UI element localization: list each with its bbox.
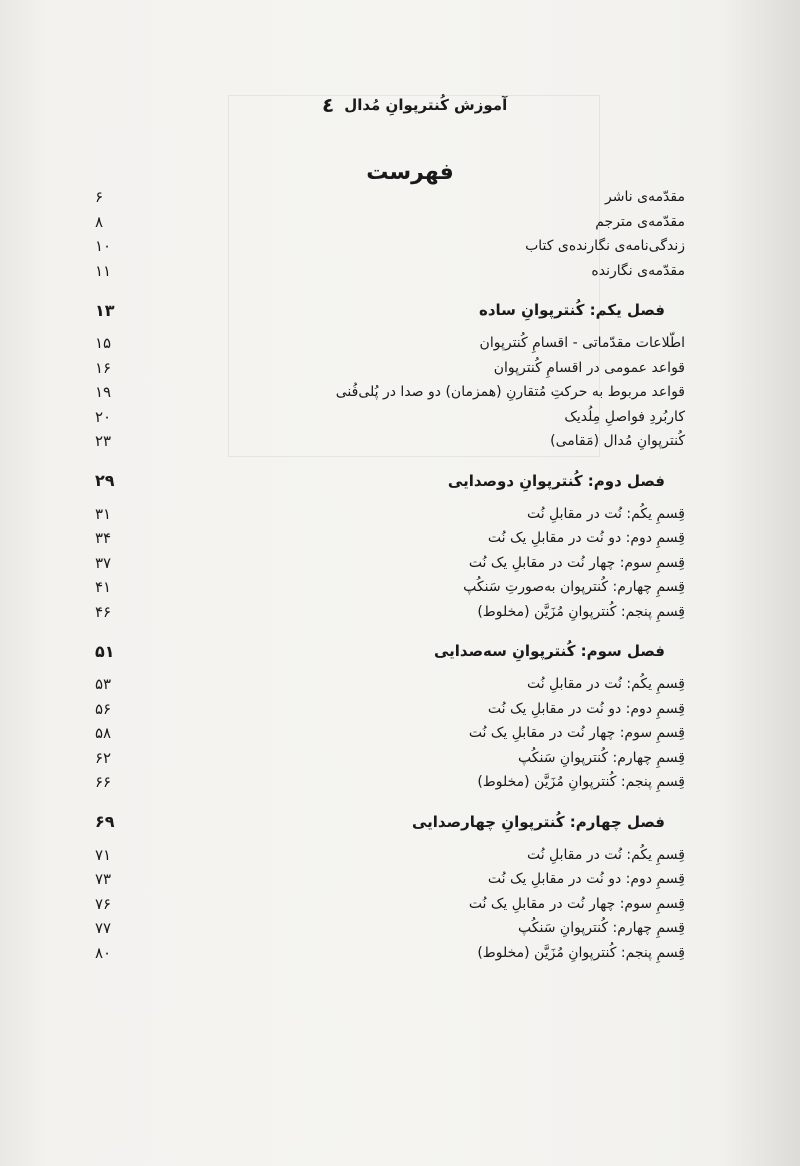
toc-entry-label: مقدّمه‌ی ناشر: [605, 189, 685, 206]
toc-entry: [95, 405, 685, 430]
chapter-page-number: ۱۳: [95, 300, 115, 320]
toc-entry-label: زندگی‌نامه‌ی نگارنده‌ی کتاب: [525, 238, 685, 255]
toc-entry: [95, 185, 685, 210]
toc-entry: [95, 672, 685, 697]
toc-entry-label: قِسمِ سوم: چهار نُت در مقابلِ یک نُت: [468, 725, 685, 742]
toc-entry: [95, 259, 685, 284]
chapter-title: فصل یکم: کُنترپوانِ ساده: [479, 301, 665, 319]
toc-entry: [95, 697, 685, 722]
toc-entry-page-number: ۱۶: [95, 358, 112, 377]
toc-entry-label: قواعد عمومی در اقسامِ کُنترپوان: [493, 359, 685, 376]
chapter-page-number: ۲۹: [95, 471, 115, 490]
toc-entry-label: اطّلاعات مقدّماتی - اقسامِ کُنترپوان: [479, 335, 685, 352]
toc-entry: [95, 234, 685, 259]
toc-entry-label: قِسمِ یکُم: نُت در مقابلِ نُت: [526, 676, 685, 693]
toc-entry-page-number: ۷۱: [95, 845, 112, 864]
toc-entry: [95, 210, 685, 235]
toc-entry-page-number: ۴۱: [95, 578, 112, 597]
toc-entry: [95, 502, 685, 527]
toc-entry-label: قِسمِ یکُم: نُت در مقابلِ نُت: [526, 505, 685, 522]
running-header: [322, 90, 722, 120]
toc-entry-label: کاربُردِ فواصلِ مِلُدیک: [564, 408, 685, 425]
toc-entry-page-number: ۵۸: [95, 724, 112, 743]
toc-entry: [95, 551, 685, 576]
chapter-title: فصل سوم: کُنترپوانِ سه‌صدایی: [433, 642, 665, 660]
toc-entry-label: قِسمِ سوم: چهار نُت در مقابلِ یک نُت: [468, 895, 685, 912]
toc-entry-page-number: ۷۳: [95, 870, 112, 889]
chapter-page-number: ۵۱: [95, 641, 115, 661]
toc-chapter-row: [95, 295, 685, 325]
toc-entry: [95, 746, 685, 771]
toc-entry-page-number: ۳۱: [95, 504, 112, 523]
toc-entry-page-number: ۳۴: [95, 529, 112, 548]
toc-entry-label: قِسمِ چهارم: کُنترپوانِ سَنکُپ: [518, 749, 685, 766]
toc-chapter-row: [95, 466, 685, 496]
table-of-contents: [95, 185, 685, 965]
toc-entry-page-number: ۱۵: [95, 334, 112, 353]
toc-entry: [95, 916, 685, 941]
toc-entry-page-number: ۷۷: [95, 919, 112, 938]
toc-chapter-row: [95, 807, 685, 837]
toc-entry-page-number: ۲۳: [95, 432, 112, 451]
toc-entry-label: قِسمِ دوم: دو نُت در مقابلِ یک نُت: [487, 700, 685, 717]
toc-entry: [95, 575, 685, 600]
toc-entry: [95, 867, 685, 892]
toc-entry: [95, 526, 685, 551]
toc-entry: [95, 356, 685, 381]
toc-entry-label: قِسمِ پنجم: کُنترپوانِ مُزَیَّن (مخلوط): [477, 944, 685, 961]
toc-entry: [95, 380, 685, 405]
page-number: ٤: [322, 93, 335, 117]
chapter-page-number: ۶۹: [95, 812, 115, 831]
toc-entry-label: قِسمِ یکُم: نُت در مقابلِ نُت: [526, 846, 685, 863]
toc-entry: [95, 429, 685, 454]
toc-entry-page-number: ۶: [95, 188, 104, 207]
toc-entry-label: قِسمِ دوم: دو نُت در مقابلِ یک نُت: [487, 871, 685, 888]
toc-entry-page-number: ۸: [95, 212, 104, 231]
book-title: آموزش کُنترپوانِ مُدال: [344, 96, 508, 114]
toc-entry-page-number: ۵۶: [95, 699, 112, 718]
chapter-title: فصل چهارم: کُنترپوانِ چهارصدایی: [411, 812, 665, 831]
toc-entry: [95, 600, 685, 625]
toc-entry-page-number: ۳۷: [95, 553, 112, 572]
toc-entry: [95, 770, 685, 795]
toc-entry-page-number: ۵۳: [95, 675, 112, 694]
toc-entry-label: کُنترپوانِ مُدال (مَقامی): [550, 433, 685, 450]
toc-entry-page-number: ۴۶: [95, 602, 112, 621]
toc-entry-page-number: ۲۰: [95, 407, 112, 426]
toc-entry-label: قِسمِ پنجم: کُنترپوانِ مُزَیَّن (مخلوط): [477, 603, 685, 620]
toc-entry-page-number: ۶۶: [95, 773, 112, 792]
toc-entry-page-number: ۱۱: [95, 261, 112, 280]
toc-entry-label: قِسمِ سوم: چهار نُت در مقابلِ یک نُت: [468, 554, 685, 571]
toc-entry: [95, 721, 685, 746]
toc-entry: [95, 843, 685, 868]
toc-entry-page-number: ۱۹: [95, 383, 112, 402]
toc-entry-label: قِسمِ دوم: دو نُت در مقابلِ یک نُت: [487, 530, 685, 547]
chapter-title: فصل دوم: کُنترپوانِ دوصدایی: [447, 471, 665, 490]
toc-entry-page-number: ۸۰: [95, 943, 112, 962]
toc-entry-page-number: ۶۲: [95, 748, 112, 767]
toc-entry-label: قِسمِ پنجم: کُنترپوانِ مُزَیَّن (مخلوط): [477, 774, 685, 791]
toc-entry-page-number: ۱۰: [95, 237, 112, 256]
toc-entry-label: قِسمِ چهارم: کُنترپوان به‌صورتِ سَنکُپ: [463, 579, 685, 596]
toc-entry-label: قواعد مربوط به حرکتِ مُتقارنِ (همزمان) دو صدا در پُلی‌فُنی: [335, 384, 685, 401]
toc-chapter-row: [95, 636, 685, 666]
toc-entry-label: مقدّمه‌ی مترجم: [595, 213, 685, 230]
toc-entry: [95, 941, 685, 966]
toc-entry-page-number: ۷۶: [95, 894, 112, 913]
toc-entry: [95, 892, 685, 917]
toc-entry-label: قِسمِ چهارم: کُنترپوانِ سَنکُپ: [518, 920, 685, 937]
toc-entry-label: مقدّمه‌ی نگارنده: [591, 262, 685, 279]
toc-title: فهرست: [366, 160, 454, 185]
toc-entry: [95, 331, 685, 356]
